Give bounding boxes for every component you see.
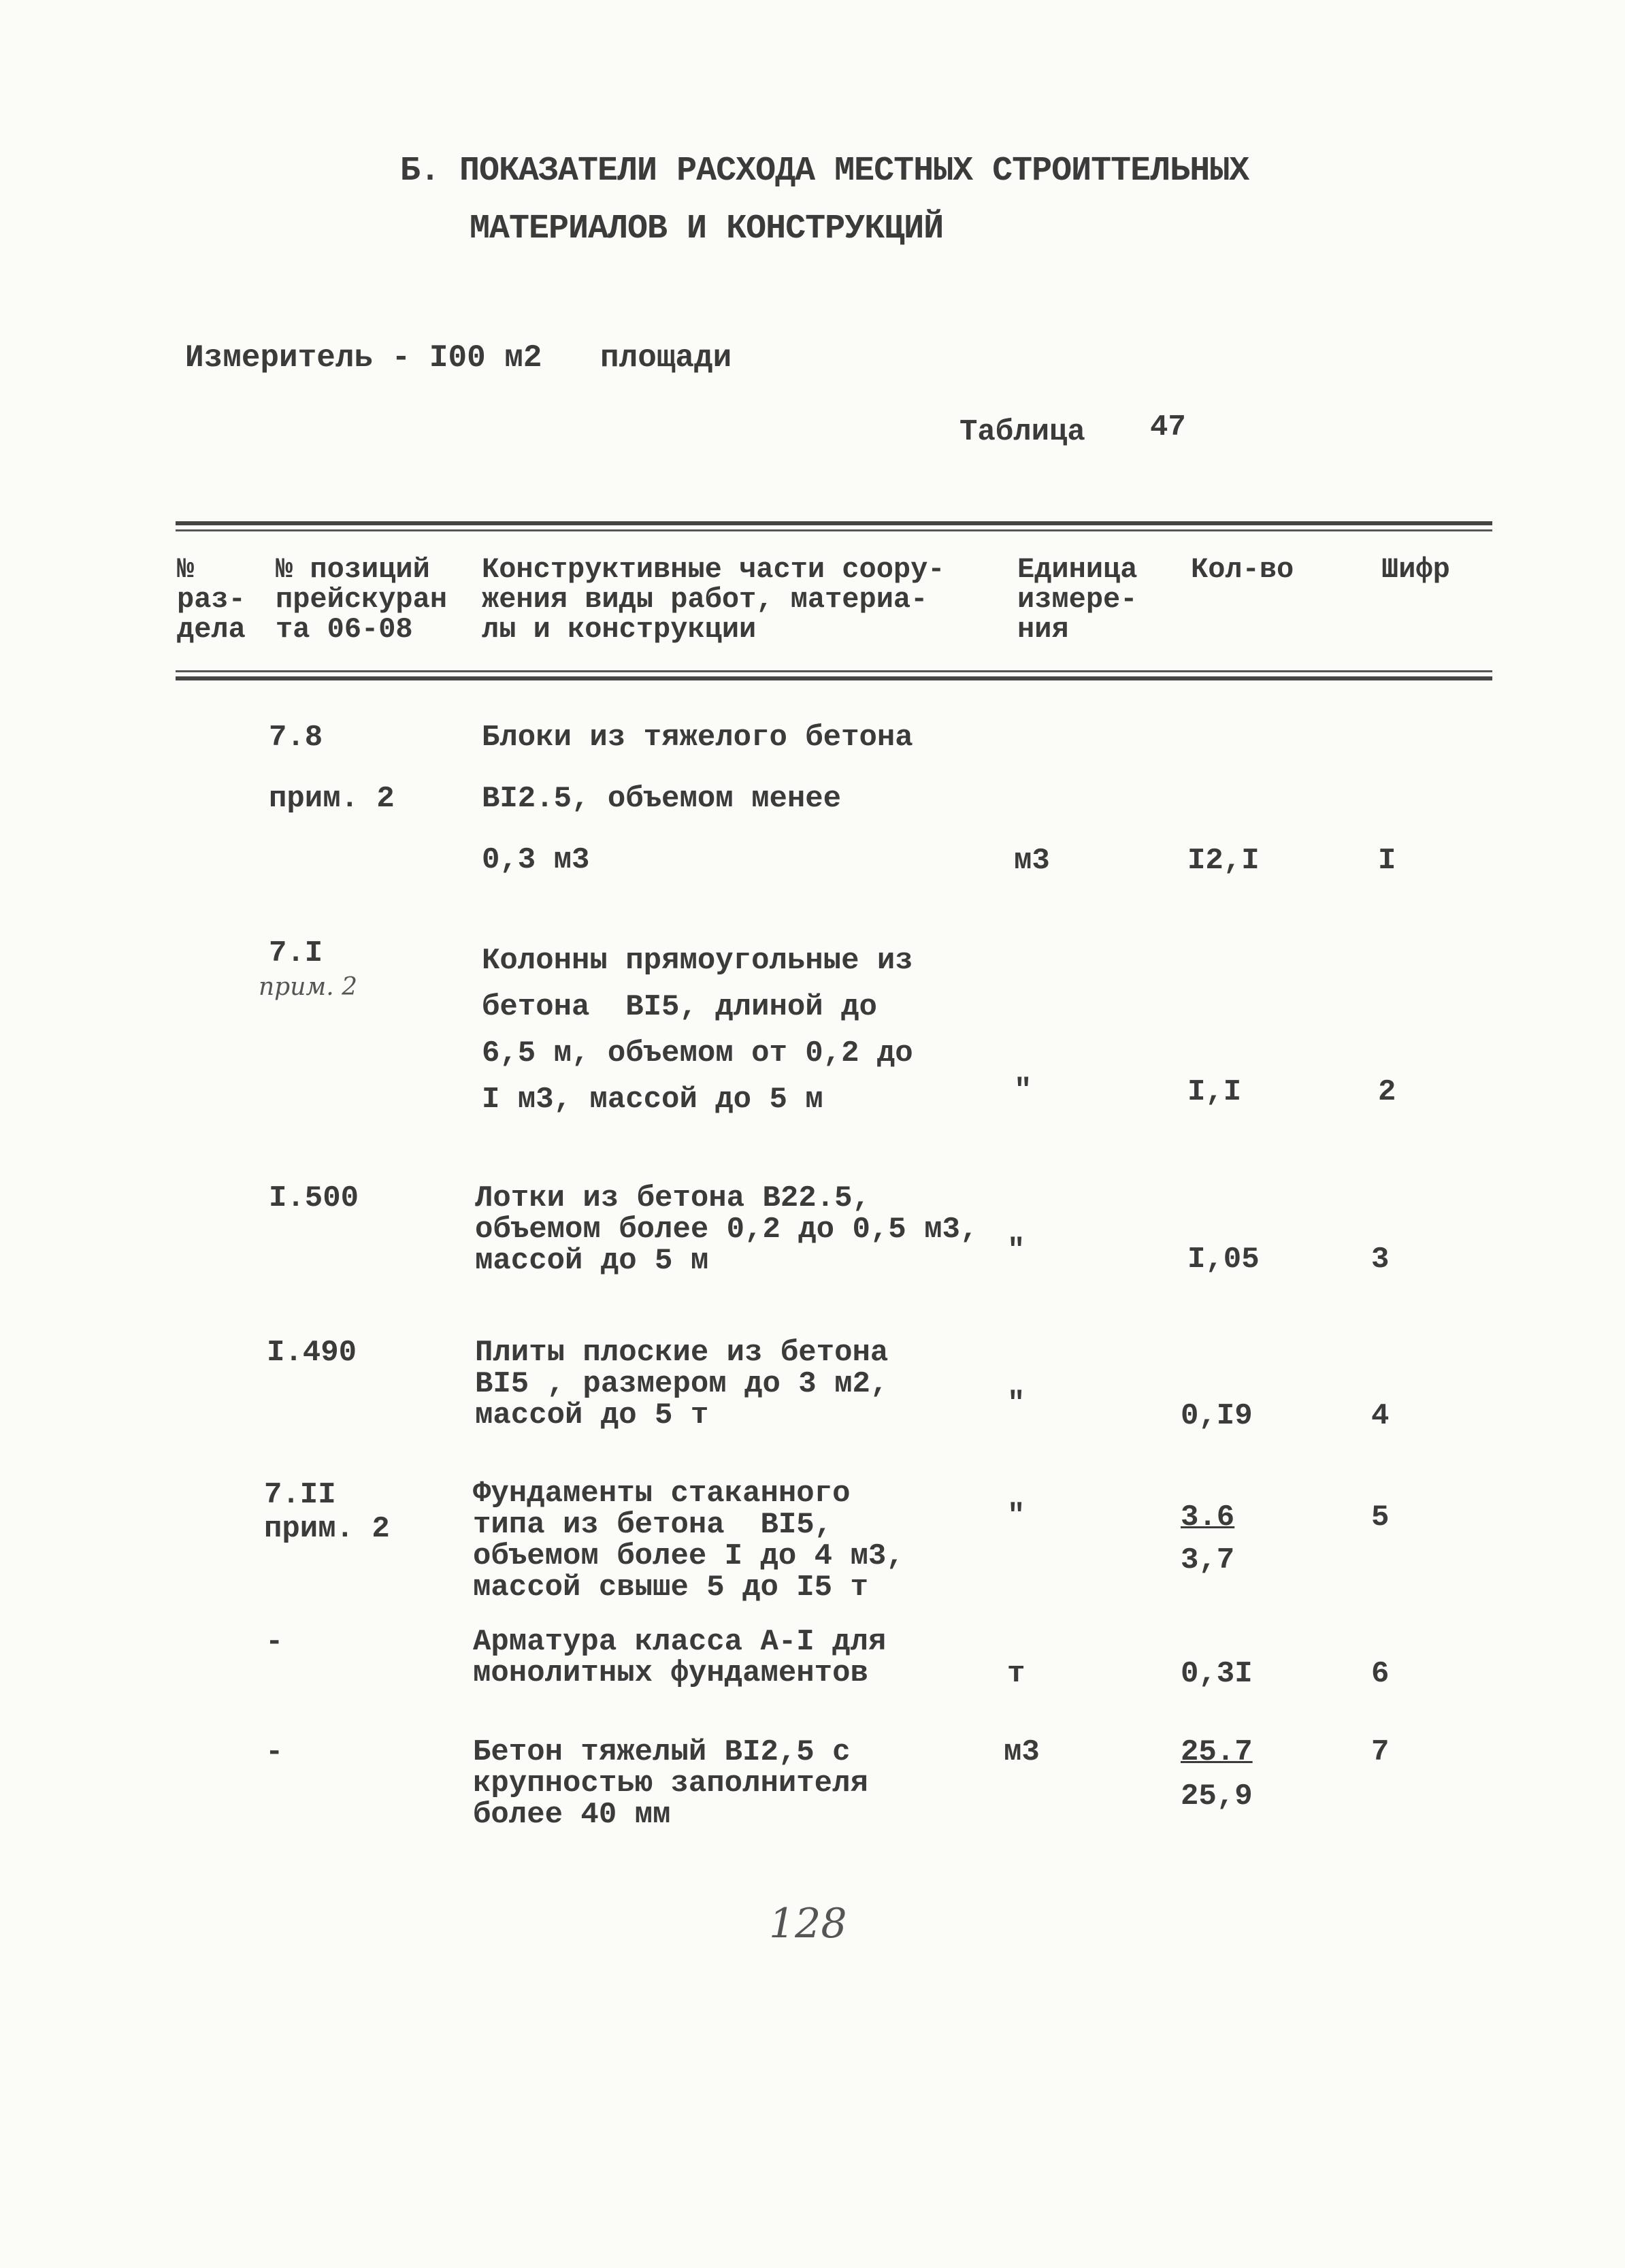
- table-row-5-quantity: 3.6: [1181, 1500, 1235, 1534]
- table-row-6-code: 6: [1371, 1657, 1390, 1691]
- table-top-rule: [176, 521, 1492, 525]
- table-row-4-position: I.490: [267, 1336, 357, 1370]
- column-header-quantity: Кол-во: [1191, 553, 1294, 586]
- table-row-5-position: 7.II прим. 2: [264, 1478, 390, 1546]
- column-header-position: № позиций прейскуран та 06-08: [276, 553, 448, 646]
- table-row-4-quantity: 0,I9: [1181, 1399, 1253, 1433]
- table-row-1-description: Блоки из тяжелого бетона BI2.5, объемом менее 0,3 м3: [482, 721, 913, 877]
- column-header-section: № раз- дела: [177, 553, 246, 646]
- table-row-5-description: Фундаменты стаканного типа из бетона BI5, объемом более I до 4 м3, массой свыше 5 до I5 т: [473, 1477, 904, 1605]
- table-row-6-quantity: 0,3I: [1181, 1657, 1253, 1691]
- table-row-3-position: I.500: [269, 1181, 359, 1215]
- table-row-2-quantity: I,I: [1187, 1075, 1242, 1109]
- column-header-code: Шифр: [1381, 553, 1450, 586]
- table-row-1-quantity: I2,I: [1187, 844, 1260, 878]
- table-row-7-quantity: 25.7: [1181, 1735, 1253, 1769]
- table-row-5-code: 5: [1371, 1500, 1390, 1534]
- table-row-6-unit: т: [1007, 1657, 1025, 1691]
- table-row-3-description: Лотки из бетона B22.5, объемом более 0,2 до 0,5 м3, массой до 5 м: [475, 1181, 979, 1278]
- table-row-2-unit: ": [1014, 1074, 1032, 1108]
- column-header-unit: Единица измере- ния: [1017, 553, 1138, 646]
- table-row-5-unit: ": [1007, 1499, 1025, 1533]
- table-row-2-description: Колонны прямоугольные из бетона BI5, длиной до 6,5 м, объемом от 0,2 до I м3, массой до 5 м: [482, 944, 913, 1117]
- table-row-7-position: -: [265, 1735, 284, 1769]
- table-row-6-position: -: [265, 1625, 284, 1659]
- table-top-rule-inner: [176, 529, 1492, 531]
- table-row-2-code: 2: [1378, 1075, 1396, 1109]
- table-row-1-position: 7.8 прим. 2: [269, 721, 395, 816]
- table-row-1-unit: м3: [1014, 844, 1050, 878]
- table-header-rule-inner: [176, 670, 1492, 672]
- table-row-3-code: 3: [1371, 1243, 1390, 1277]
- table-row-1-code: I: [1378, 844, 1396, 878]
- table-row-7-unit: м3: [1004, 1735, 1040, 1769]
- meter-unit-text: площади: [600, 340, 732, 376]
- table-row-3-quantity: I,05: [1187, 1243, 1260, 1277]
- table-row-2-position-note: прим. 2: [259, 973, 358, 1001]
- heading-line-2: МАТЕРИАЛОВ И КОНСТРУКЦИЙ: [470, 210, 944, 248]
- table-row-4-description: Плиты плоские из бетона BI5 , размером до 3 м2, массой до 5 т: [475, 1336, 889, 1432]
- table-row-5-quantity-corrected: 3,7: [1181, 1543, 1235, 1577]
- table-row-7-code: 7: [1371, 1735, 1390, 1769]
- table-row-7-quantity-corrected: 25,9: [1181, 1779, 1253, 1813]
- table-caption-number: 47: [1150, 410, 1186, 444]
- table-row-4-code: 4: [1371, 1399, 1390, 1433]
- column-header-description: Конструктивные части соору- жения виды работ, материа- лы и конструкции: [482, 553, 945, 646]
- table-header-rule: [176, 676, 1492, 680]
- table-row-2-position: 7.I: [269, 936, 323, 970]
- table-row-4-unit: ": [1007, 1387, 1025, 1421]
- table-row-3-unit: ": [1007, 1234, 1025, 1268]
- table-caption-label: Таблица: [959, 415, 1085, 449]
- table-row-6-description: Арматура класса А-I для монолитных фундаментов: [473, 1625, 887, 1690]
- table-row-7-description: Бетон тяжелый BI2,5 с крупностью заполнителя более 40 мм: [473, 1735, 868, 1832]
- meter-label: Измеритель - I00 м2: [185, 340, 542, 376]
- page-number: 128: [769, 1900, 847, 1947]
- heading-line-1: Б. ПОКАЗАТЕЛИ РАСХОДА МЕСТНЫХ СТРОИТТЕЛЬНЫХ: [400, 152, 1249, 191]
